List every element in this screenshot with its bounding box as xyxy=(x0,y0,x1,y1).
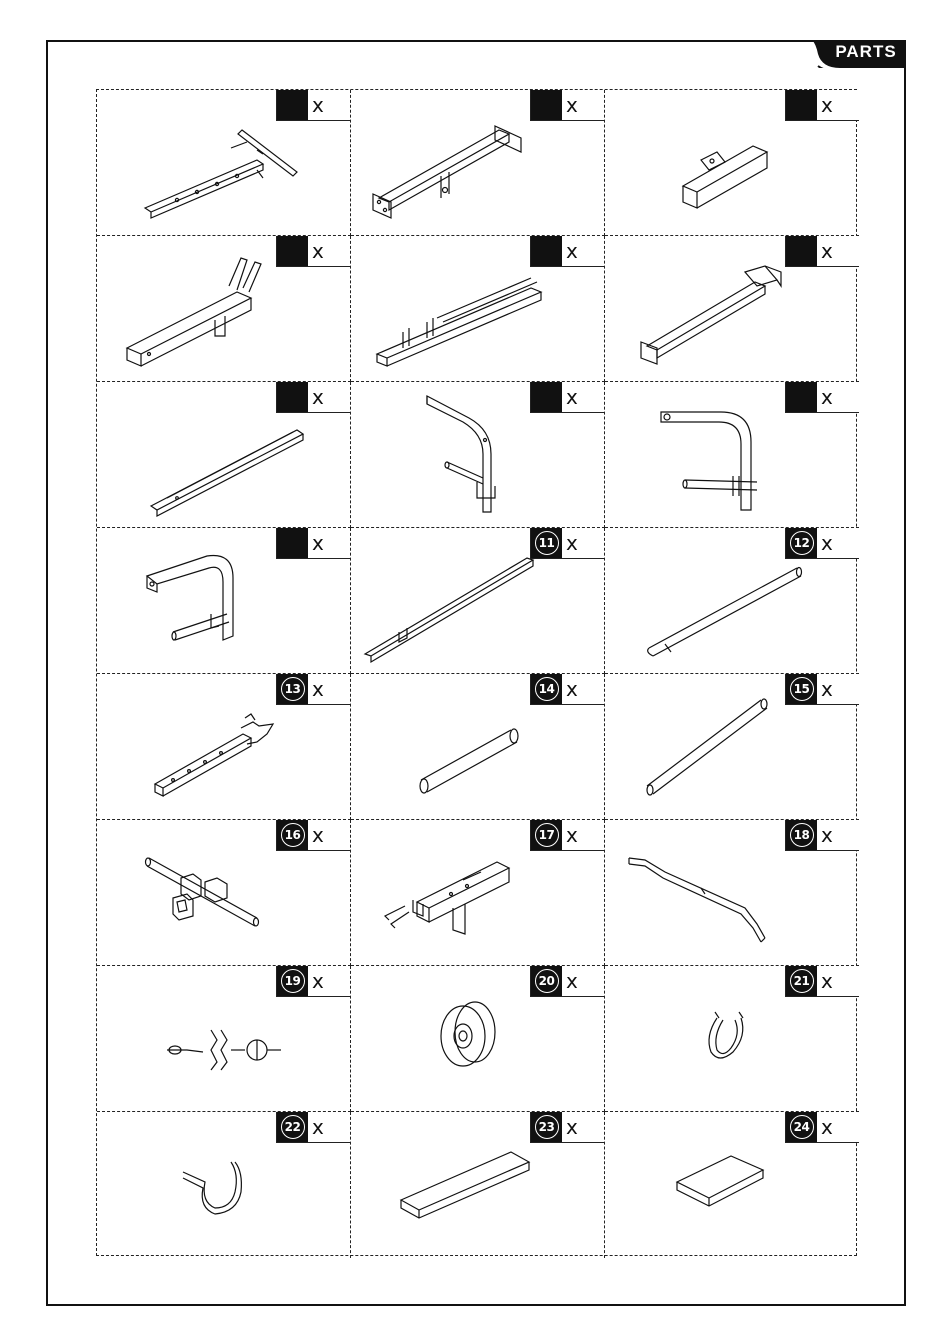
part-number-badge xyxy=(786,236,817,266)
part-cell xyxy=(351,236,605,382)
part-quantity: x xyxy=(312,93,324,117)
part-number-badge xyxy=(277,90,308,120)
part-quantity: x xyxy=(566,531,578,555)
part-tag xyxy=(785,966,859,997)
part-number-badge: 22 xyxy=(277,1112,308,1142)
part-number-badge xyxy=(531,90,562,120)
part-quantity: x xyxy=(821,823,833,847)
part-quantity: x xyxy=(821,93,833,117)
part-number-badge: 18 xyxy=(786,820,817,850)
part-tag xyxy=(276,674,350,705)
part-cell xyxy=(605,820,859,966)
part-number-badge xyxy=(277,528,308,558)
part-cell xyxy=(97,382,351,528)
part-number-badge: 19 xyxy=(277,966,308,996)
part-number-badge: 13 xyxy=(277,674,308,704)
part-cell xyxy=(605,674,859,820)
part-cell xyxy=(605,528,859,674)
part-cell xyxy=(351,90,605,236)
part-quantity: x xyxy=(566,969,578,993)
part-cell xyxy=(351,966,605,1112)
part-tag xyxy=(530,820,604,851)
part-quantity: x xyxy=(821,677,833,701)
part-cell xyxy=(97,528,351,674)
part-tag xyxy=(276,90,350,121)
part-quantity: x xyxy=(821,531,833,555)
part-cell xyxy=(605,236,859,382)
part-quantity: x xyxy=(566,385,578,409)
part-number-badge: 17 xyxy=(531,820,562,850)
part-cell xyxy=(97,90,351,236)
part-tag xyxy=(785,382,859,413)
part-number-badge: 15 xyxy=(786,674,817,704)
part-quantity: x xyxy=(566,239,578,263)
part-quantity: x xyxy=(821,385,833,409)
part-cell xyxy=(351,674,605,820)
part-number-badge xyxy=(277,236,308,266)
part-cell xyxy=(605,382,859,528)
part-number-badge: 16 xyxy=(277,820,308,850)
parts-heading: PARTS xyxy=(835,42,897,61)
part-cell xyxy=(97,820,351,966)
part-tag xyxy=(530,966,604,997)
part-quantity: x xyxy=(566,93,578,117)
part-cell xyxy=(97,236,351,382)
part-tag xyxy=(785,90,859,121)
part-quantity: x xyxy=(566,1115,578,1139)
part-number-badge: 24 xyxy=(786,1112,817,1142)
part-tag xyxy=(785,820,859,851)
part-tag xyxy=(530,528,604,559)
part-quantity: x xyxy=(566,823,578,847)
part-quantity: x xyxy=(312,239,324,263)
part-tag xyxy=(785,1112,859,1143)
part-number-badge xyxy=(531,236,562,266)
part-quantity: x xyxy=(312,531,324,555)
part-quantity: x xyxy=(821,969,833,993)
part-number-badge: 14 xyxy=(531,674,562,704)
part-number-badge xyxy=(786,90,817,120)
part-tag xyxy=(785,528,859,559)
part-tag xyxy=(276,966,350,997)
part-number-badge: 23 xyxy=(531,1112,562,1142)
part-tag xyxy=(530,236,604,267)
part-tag xyxy=(530,1112,604,1143)
part-number-badge xyxy=(531,382,562,412)
part-number-badge xyxy=(277,382,308,412)
part-number-badge: 21 xyxy=(786,966,817,996)
part-quantity: x xyxy=(312,677,324,701)
part-tag xyxy=(785,674,859,705)
part-cell xyxy=(605,966,859,1112)
part-tag xyxy=(785,236,859,267)
part-cell xyxy=(351,382,605,528)
part-cell xyxy=(97,966,351,1112)
part-quantity: x xyxy=(312,1115,324,1139)
part-number-badge: 12 xyxy=(786,528,817,558)
part-quantity: x xyxy=(566,677,578,701)
part-tag xyxy=(276,236,350,267)
part-tag xyxy=(530,382,604,413)
part-cell xyxy=(605,90,859,236)
part-tag xyxy=(276,1112,350,1143)
part-tag xyxy=(530,674,604,705)
part-tag xyxy=(276,528,350,559)
part-quantity: x xyxy=(821,1115,833,1139)
part-quantity: x xyxy=(312,969,324,993)
part-cell xyxy=(351,820,605,966)
part-quantity: x xyxy=(312,385,324,409)
part-number-badge xyxy=(786,382,817,412)
part-tag xyxy=(276,382,350,413)
part-number-badge: 20 xyxy=(531,966,562,996)
parts-grid xyxy=(96,89,857,1256)
part-tag xyxy=(276,820,350,851)
part-cell xyxy=(605,1112,859,1258)
part-quantity: x xyxy=(821,239,833,263)
part-cell xyxy=(97,674,351,820)
part-cell xyxy=(97,1112,351,1258)
part-cell xyxy=(351,528,605,674)
part-number-badge: 11 xyxy=(531,528,562,558)
part-cell xyxy=(351,1112,605,1258)
part-quantity: x xyxy=(312,823,324,847)
part-tag xyxy=(530,90,604,121)
